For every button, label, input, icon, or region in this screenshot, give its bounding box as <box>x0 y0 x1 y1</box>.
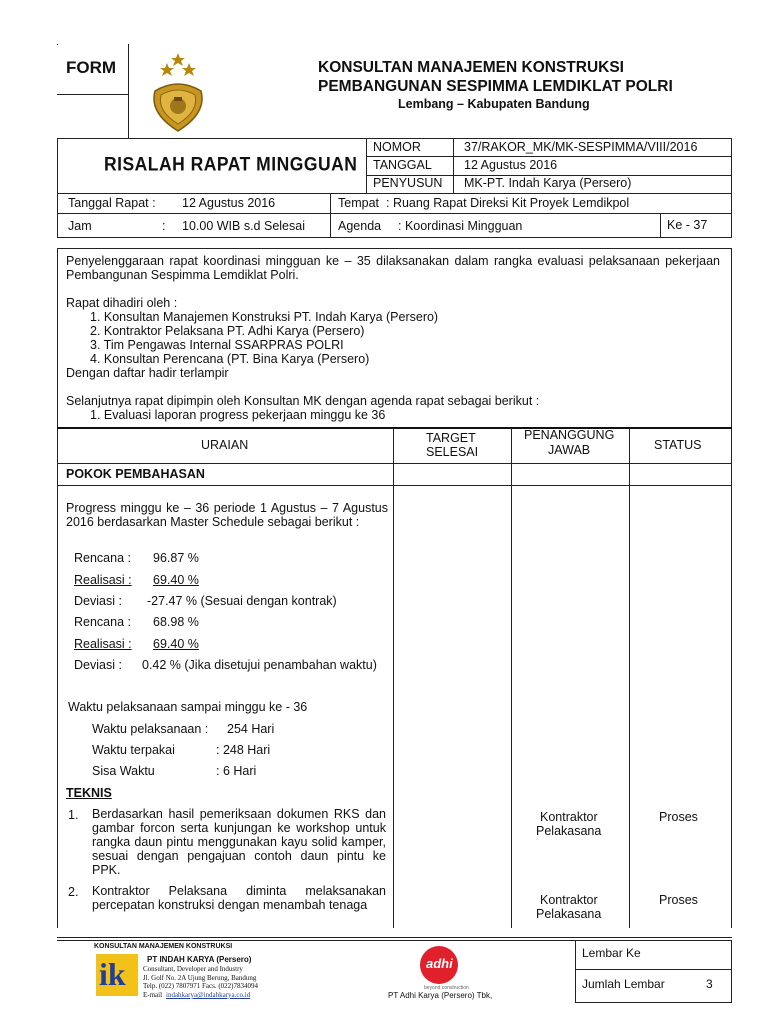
form-divider <box>57 94 129 95</box>
waktu-pelaksanaan-label: Waktu pelaksanaan : <box>92 722 209 736</box>
attendee-4: 4. Konsultan Perencana (PT. Bina Karya (Persero) <box>90 352 370 366</box>
waktu-pelaksanaan-value: 254 Hari <box>227 722 275 736</box>
ik-line2: Jl. Golf No. 2A Ujung Berung, Bandung <box>143 974 257 982</box>
item1-text: Berdasarkan hasil pemeriksaan dokumen RKS dan gambar forcon serta kunjungan ke workshop untuk rangka daun pintu menggunakan kayu solid kamper, sesuai dengan pengajuan contoh daun pintu ke PPK. <box>92 807 386 877</box>
tempat-label: Tempat <box>338 196 379 210</box>
adhi-company: PT Adhi Karya (Persero) Tbk, <box>388 991 493 1000</box>
penyusun-value: MK-PT. Indah Karya (Persero) <box>464 176 632 190</box>
col-uraian: URAIAN <box>201 438 249 452</box>
rencana1-value: 96.87 % <box>153 551 199 565</box>
tempat-value: : Ruang Rapat Direksi Kit Proyek Lemdikpol <box>386 196 630 210</box>
item2-number: 2. <box>68 885 79 899</box>
agenda-value: : Koordinasi Mingguan <box>398 219 523 233</box>
attendee-3: 3. Tim Pengawas Internal SSARPRAS POLRI <box>90 338 344 352</box>
ik-company: PT INDAH KARYA (Persero) <box>147 955 252 964</box>
item1-pj-2: Pelakasana <box>536 824 602 838</box>
form-label: FORM <box>66 58 117 77</box>
nomor-label: NOMOR <box>373 140 421 154</box>
sisa-waktu-label: Sisa Waktu <box>92 764 155 778</box>
item1-number: 1. <box>68 808 79 822</box>
waktu-intro: Waktu pelaksanaan sampai minggu ke - 36 <box>68 700 308 714</box>
attended-label: Rapat dihadiri oleh : <box>66 296 178 310</box>
item2-text: Kontraktor Pelaksana diminta melaksanakan percepatan konstruksi dengan menambah tenaga <box>92 884 386 912</box>
deviasi2-label: Deviasi : <box>74 658 122 672</box>
tanggal-label: TANGGAL <box>373 158 432 172</box>
adhi-tagline: beyond construction <box>424 985 469 991</box>
item2-status: Proses <box>659 893 698 907</box>
agenda-item-1: 1. Evaluasi laporan progress pekerjaan minggu ke 36 <box>90 408 386 422</box>
progress-paragraph: Progress minggu ke – 36 periode 1 Agustus – 7 Agustus 2016 berdasarkan Master Schedule sebagai berikut : <box>66 501 388 529</box>
tanggal-rapat-label: Tanggal Rapat : <box>68 196 156 210</box>
deviasi2-value: 0.42 % (Jika disetujui penambahan waktu) <box>142 658 377 672</box>
ik-email-link[interactable]: indahkarya@indahkarya.co.id <box>166 991 251 999</box>
police-emblem-logo <box>143 51 213 135</box>
indah-karya-logo-text: ik <box>99 956 126 992</box>
rencana2-value: 68.98 % <box>153 615 199 629</box>
jam-label: Jam <box>68 219 92 233</box>
agenda-intro: Selanjutnya rapat dipimpin oleh Konsultan MK dengan agenda rapat sebagai berikut : <box>66 394 540 408</box>
penyusun-label: PENYUSUN <box>373 176 443 190</box>
attendee-2: 2. Kontraktor Pelaksana PT. Adhi Karya (Persero) <box>90 324 365 338</box>
adhi-logo-text: adhi <box>426 956 453 971</box>
col-target-1: TARGET <box>426 431 476 445</box>
attendee-1: 1. Konsultan Manajemen Konstruksi PT. Indah Karya (Persero) <box>90 310 439 324</box>
waktu-terpakai-label: Waktu terpakai <box>92 743 175 757</box>
tanggal-rapat-value: 12 Agustus 2016 <box>182 196 276 210</box>
jumlah-lembar-label: Jumlah Lembar <box>582 977 665 991</box>
footer-mk-title: KONSULTAN MANAJEMEN KONSTRUKSI <box>94 943 233 950</box>
rencana1-label: Rencana : <box>74 551 131 565</box>
sisa-waktu-value: : 6 Hari <box>216 764 257 778</box>
col-penanggung-1: PENANGGUNG <box>524 428 615 442</box>
lembar-ke-label: Lembar Ke <box>582 946 641 960</box>
header-vline <box>128 44 129 138</box>
ik-line3: Telp. (022) 7807971 Facs. (022)7834094 <box>143 982 258 990</box>
col-status: STATUS <box>654 438 702 452</box>
col-target-2: SELESAI <box>426 445 479 459</box>
indah-karya-logo <box>96 954 138 996</box>
ik-email-label: E-mail <box>143 991 163 999</box>
tanggal-value: 12 Agustus 2016 <box>464 158 558 172</box>
section-pokok-pembahasan: POKOK PEMBAHASAN <box>66 467 205 481</box>
org-line2: PEMBANGUNAN SESPIMMA LEMDIKLAT POLRI <box>318 78 673 95</box>
item1-pj-1: Kontraktor <box>540 810 598 824</box>
deviasi1-value: -27.47 % (Sesuai dengan kontrak) <box>147 594 337 608</box>
agenda-label: Agenda <box>338 219 382 233</box>
section-teknis: TEKNIS <box>66 786 112 800</box>
attendance-note: Dengan daftar hadir terlampir <box>66 366 229 380</box>
intro-paragraph: Penyelenggaraan rapat koordinasi mingguan ke – 35 dilaksanakan dalam rangka evaluasi pelaksanaan pekerjaan Pembangunan Sespimma Lemdiklat Polri. <box>66 254 720 282</box>
deviasi1-label: Deviasi : <box>74 594 122 608</box>
jam-colon: : <box>162 219 166 233</box>
col-penanggung-2: JAWAB <box>548 443 591 457</box>
realisasi1-label: Realisasi : <box>74 573 132 587</box>
jumlah-lembar-value: 3 <box>706 977 713 991</box>
nomor-value: 37/RAKOR_MK/MK-SESPIMMA/VIII/2016 <box>464 140 698 154</box>
realisasi1-value: 69.40 % <box>153 573 199 587</box>
adhi-logo <box>420 946 458 984</box>
meeting-number: Ke - 37 <box>667 218 708 232</box>
ik-line1: Consultant, Developer and Industry <box>143 965 243 973</box>
jam-value: 10.00 WIB s.d Selesai <box>182 219 305 233</box>
location-text: Lembang – Kabupaten Bandung <box>398 97 590 111</box>
realisasi2-value: 69.40 % <box>153 637 199 651</box>
realisasi2-label: Realisasi : <box>74 637 132 651</box>
org-line1: KONSULTAN MANAJEMEN KONSTRUKSI <box>318 59 624 76</box>
item1-status: Proses <box>659 810 698 824</box>
waktu-terpakai-value: : 248 Hari <box>216 743 271 757</box>
rencana2-label: Rencana : <box>74 615 131 629</box>
item2-pj-2: Pelakasana <box>536 907 602 921</box>
item2-pj-1: Kontraktor <box>540 893 598 907</box>
doc-title: RISALAH RAPAT MINGGUAN <box>104 152 358 176</box>
